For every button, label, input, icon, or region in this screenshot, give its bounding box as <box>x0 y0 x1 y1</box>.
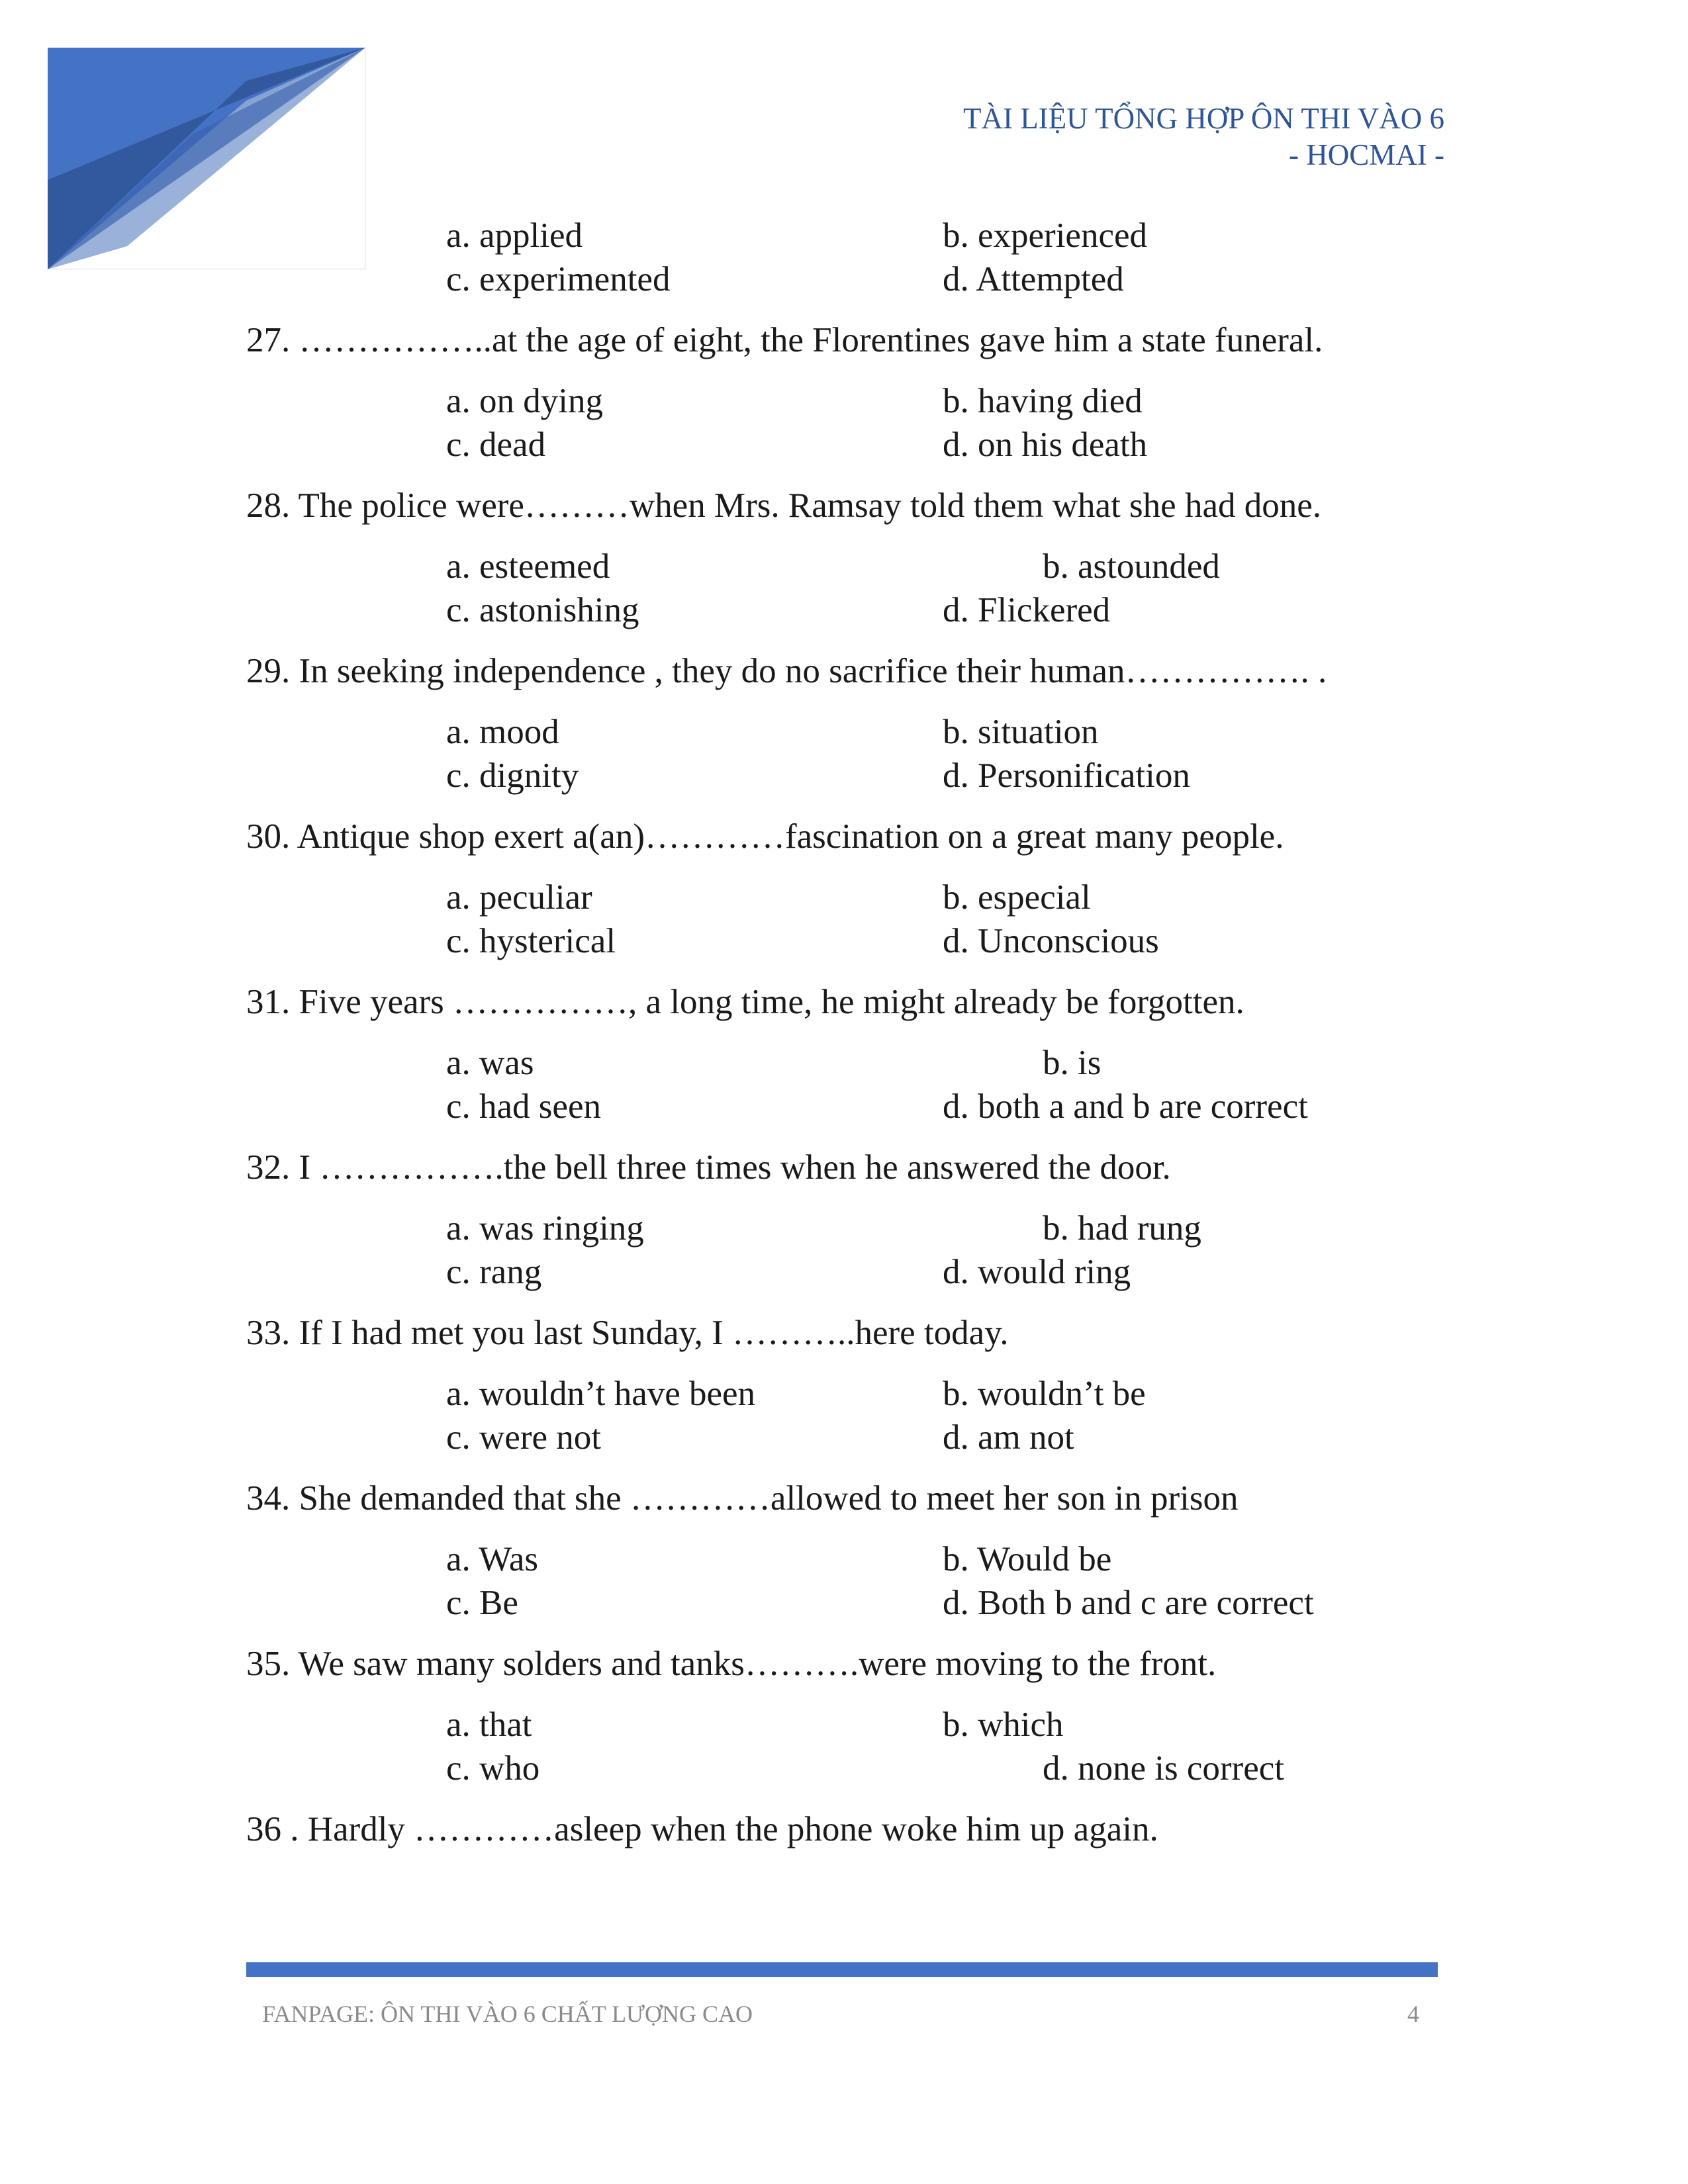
question-35: 35. We saw many solders and tanks……….were moving to the front. <box>246 1645 1217 1683</box>
header-subtitle: - HOCMAI - <box>1289 138 1444 171</box>
question-34: 34. She demanded that she …………allowed to meet her son in prison <box>246 1479 1239 1518</box>
q34-option-d: d. Both b and c are correct <box>943 1584 1314 1622</box>
q32-option-c: c. rang <box>446 1253 542 1291</box>
header-title: TÀI LIỆU TỔNG HỢP ÔN THI VÀO 6 <box>962 102 1444 135</box>
q31-option-c: c. had seen <box>446 1087 601 1126</box>
q31-option-d: d. both a and b are correct <box>943 1087 1308 1126</box>
q27-option-b: b. having died <box>943 382 1143 420</box>
q33-option-b: b. wouldn’t be <box>943 1375 1146 1413</box>
q31-option-b: b. is <box>1043 1044 1102 1082</box>
q29-option-a: a. mood <box>446 713 559 751</box>
q35-option-a: a. that <box>446 1706 532 1744</box>
q30-option-d: d. Unconscious <box>943 922 1159 960</box>
page-number: 4 <box>1407 2001 1419 2027</box>
footer-rule <box>246 1962 1438 1977</box>
q32-option-b: b. had rung <box>1043 1209 1201 1248</box>
q26-option-a: a. applied <box>446 216 583 255</box>
q28-option-c: c. astonishing <box>446 591 639 629</box>
q34-option-a: a. Was <box>446 1540 538 1578</box>
question-32: 32. I …………….the bell three times when he answered the door. <box>246 1148 1171 1187</box>
q29-option-d: d. Personification <box>943 756 1190 795</box>
q34-option-c: c. Be <box>446 1584 518 1622</box>
hocmai-logo <box>48 48 365 269</box>
q34-option-b: b. Would be <box>943 1540 1112 1578</box>
q29-option-b: b. situation <box>943 713 1099 751</box>
q31-option-a: a. was <box>446 1044 534 1082</box>
q27-option-c: c. dead <box>446 426 546 464</box>
q28-option-a: a. esteemed <box>446 547 610 586</box>
q30-option-a: a. peculiar <box>446 878 592 917</box>
question-30: 30. Antique shop exert a(an)…………fascination on a great many people. <box>246 817 1284 856</box>
q35-option-c: c. who <box>446 1749 540 1788</box>
q32-option-a: a. was ringing <box>446 1209 644 1248</box>
q33-option-a: a. wouldn’t have been <box>446 1375 756 1413</box>
q30-option-b: b. especial <box>943 878 1091 917</box>
q26-option-b: b. experienced <box>943 216 1147 255</box>
q26-option-c: c. experimented <box>446 260 671 298</box>
question-31: 31. Five years ……………, a long time, he might already be forgotten. <box>246 983 1244 1021</box>
question-29: 29. In seeking independence , they do no sacrifice their human……………. . <box>246 652 1327 690</box>
question-28: 28. The police were………when Mrs. Ramsay told them what she had done. <box>246 486 1322 525</box>
q27-option-d: d. on his death <box>943 426 1148 464</box>
question-27: 27. ……………..at the age of eight, the Florentines gave him a state funeral. <box>246 321 1323 359</box>
q33-option-d: d. am not <box>943 1418 1074 1457</box>
question-33: 33. If I had met you last Sunday, I ………..here today. <box>246 1314 1009 1352</box>
q30-option-c: c. hysterical <box>446 922 616 960</box>
q26-option-d: d. Attempted <box>943 260 1124 298</box>
q35-option-b: b. which <box>943 1706 1064 1744</box>
q29-option-c: c. dignity <box>446 756 579 795</box>
q35-option-d: d. none is correct <box>1043 1749 1284 1788</box>
footer-fanpage-text: FANPAGE: ÔN THI VÀO 6 CHẤT LƯỢNG CAO <box>262 2001 753 2027</box>
question-36: 36 . Hardly …………asleep when the phone woke him up again. <box>246 1810 1158 1848</box>
q27-option-a: a. on dying <box>446 382 603 420</box>
q28-option-d: d. Flickered <box>943 591 1111 629</box>
q28-option-b: b. astounded <box>1043 547 1220 586</box>
q32-option-d: d. would ring <box>943 1253 1131 1291</box>
q33-option-c: c. were not <box>446 1418 601 1457</box>
